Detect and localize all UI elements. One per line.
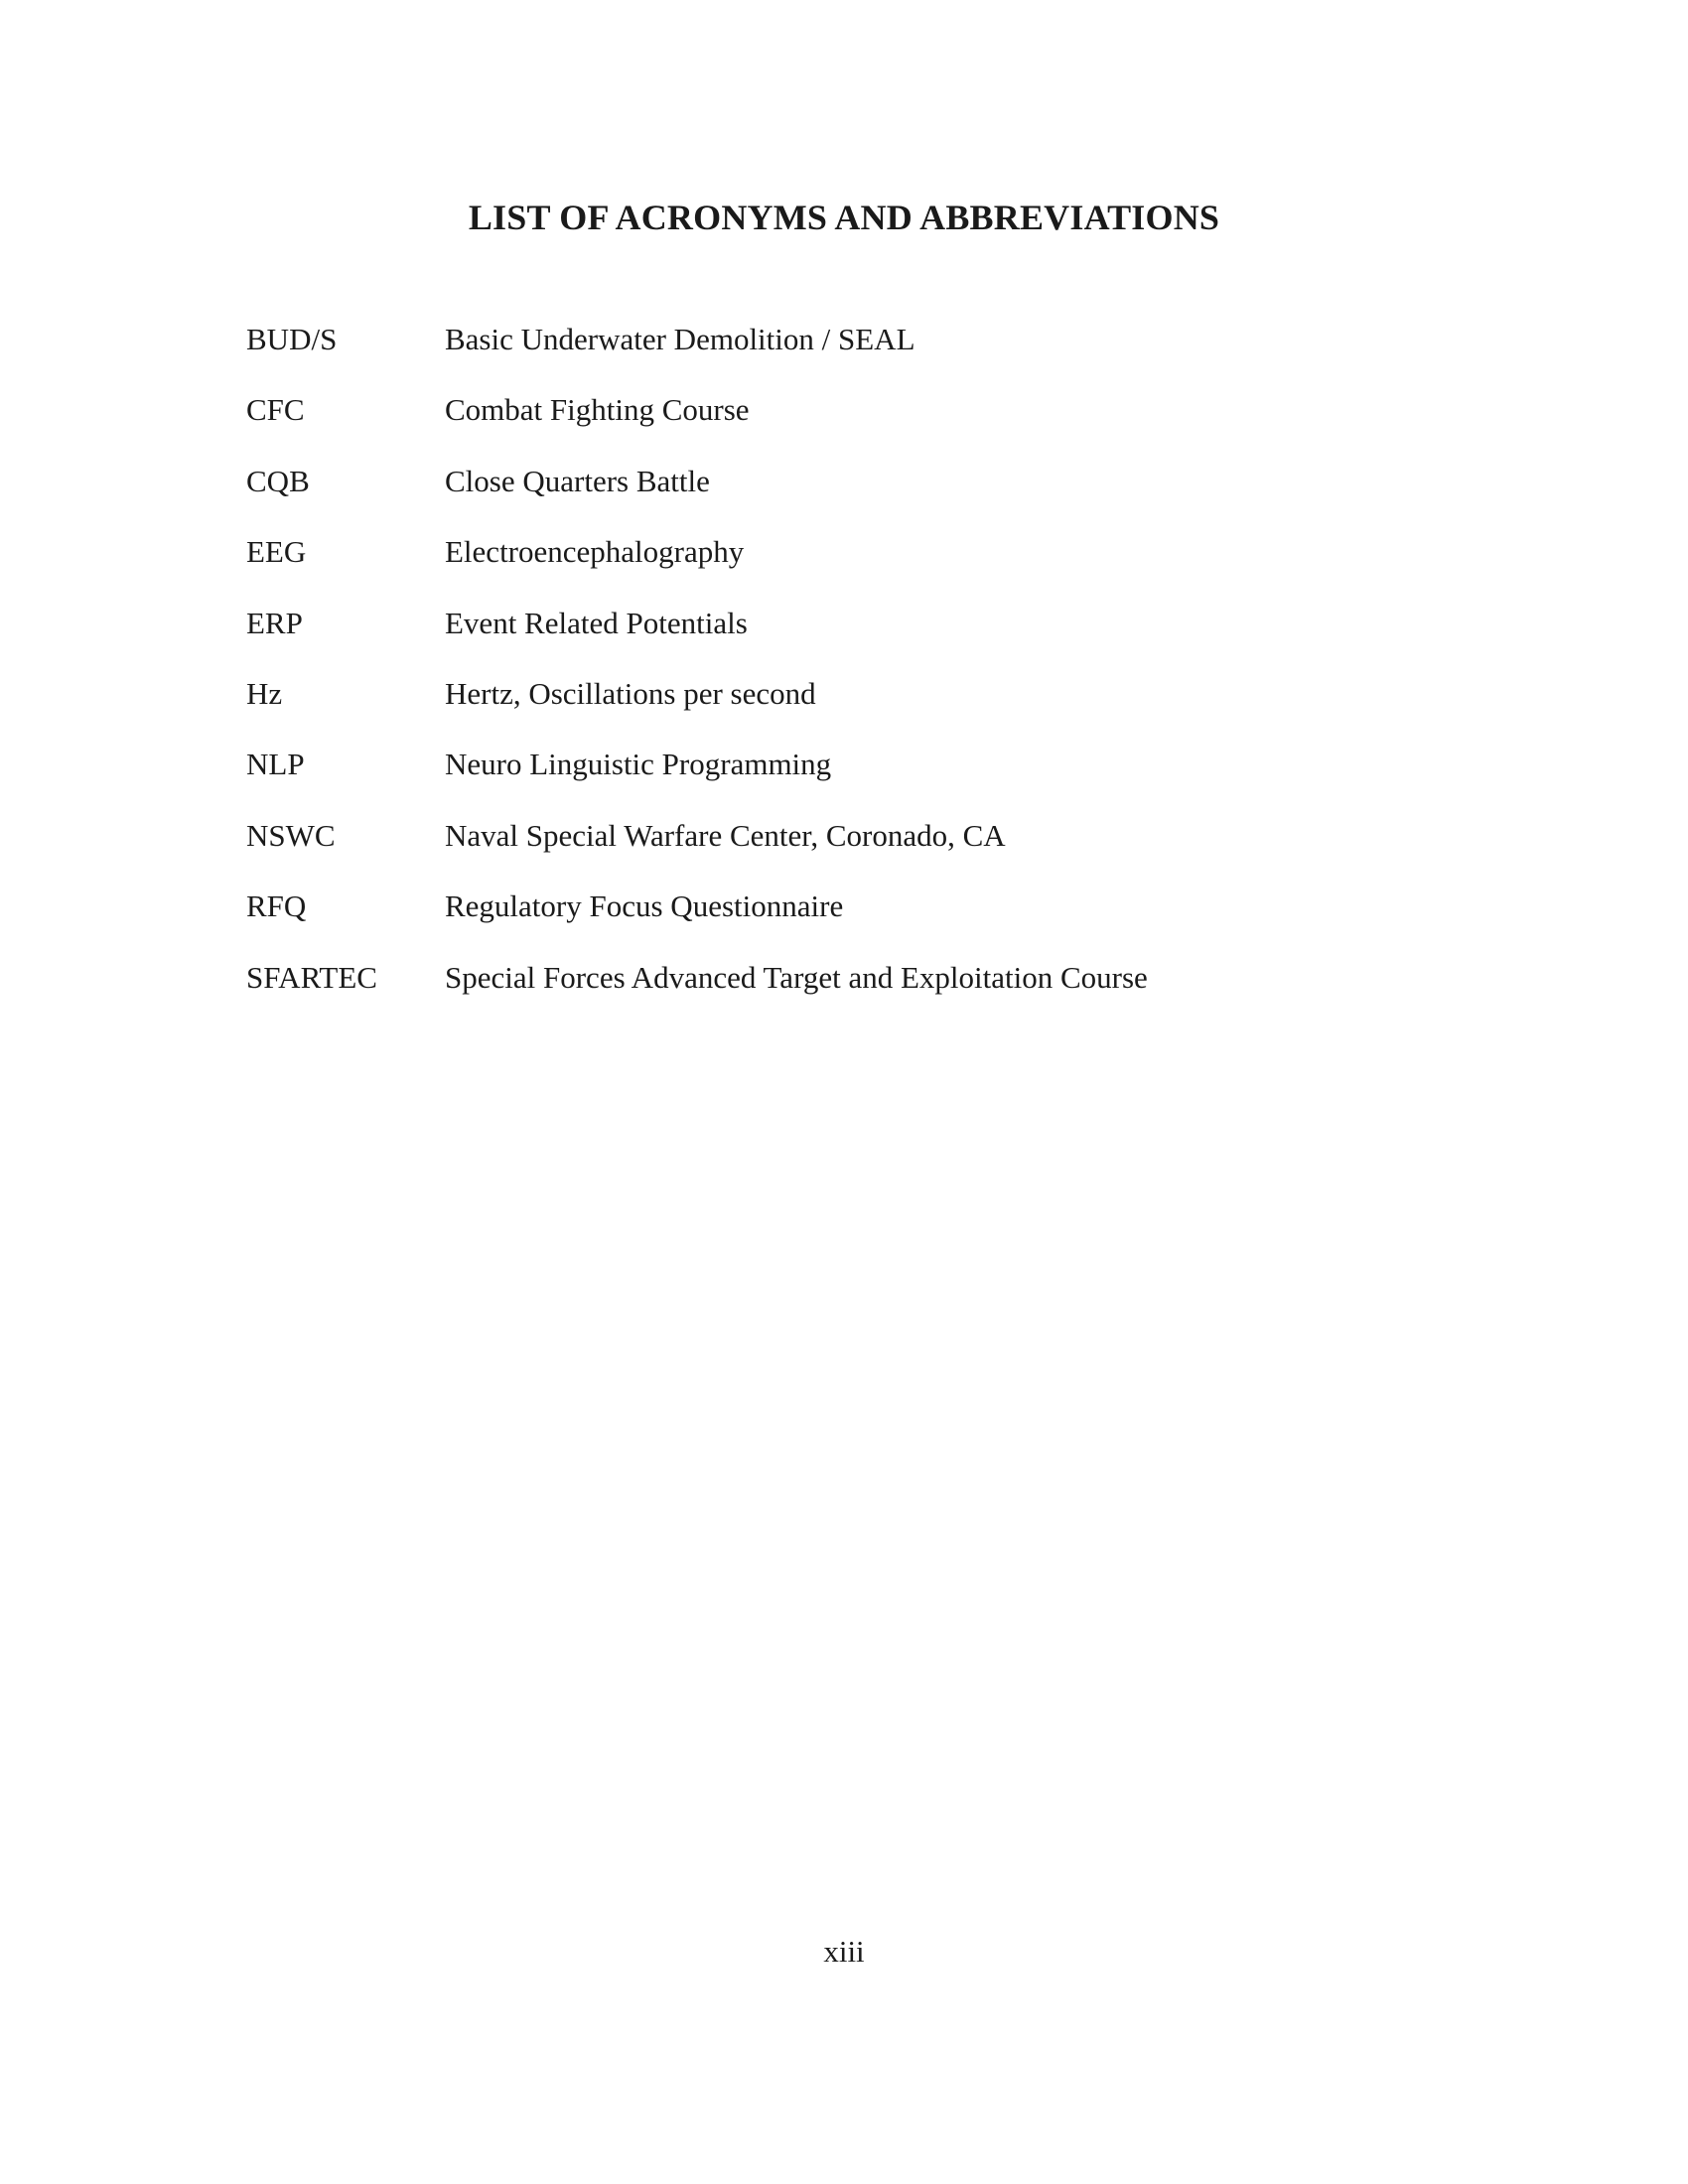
acronym: CQB — [246, 463, 310, 498]
list-item — [246, 390, 1487, 461]
list-item — [246, 604, 1487, 674]
acronym: SFARTEC — [246, 959, 377, 995]
acronym: NSWC — [246, 817, 336, 853]
acronym: Hz — [246, 675, 283, 711]
acronym: ERP — [246, 605, 303, 640]
list-item — [246, 532, 1487, 603]
page-title: LIST OF ACRONYMS AND ABBREVIATIONS — [468, 198, 1220, 237]
acronym-definition: Regulatory Focus Questionnaire — [445, 888, 844, 924]
list-item — [246, 674, 1487, 745]
list-item — [246, 958, 1487, 1028]
list-item — [246, 745, 1487, 815]
acronym: CFC — [246, 392, 305, 428]
acronym-definition: Event Related Potentials — [445, 605, 748, 640]
page-number: xiii — [823, 1934, 865, 1969]
list-item — [246, 887, 1487, 957]
acronym-definition: Special Forces Advanced Target and Exploitation Course — [445, 959, 1148, 995]
acronym: EEG — [246, 534, 307, 570]
acronym: RFQ — [246, 888, 307, 924]
acronym: BUD/S — [246, 322, 338, 356]
list-item — [246, 462, 1487, 532]
acronym-definition: Naval Special Warfare Center, Coronado, CA — [445, 817, 1006, 853]
list-item — [246, 816, 1487, 887]
acronym-definition: Combat Fighting Course — [445, 392, 750, 428]
list-item — [246, 320, 1487, 390]
acronym-definition: Hertz, Oscillations per second — [445, 675, 816, 711]
acronym-list — [246, 320, 1487, 1028]
acronym-definition: Basic Underwater Demolition / SEAL — [445, 322, 915, 356]
acronym-definition: Close Quarters Battle — [445, 463, 710, 498]
acronym-definition: Neuro Linguistic Programming — [445, 747, 832, 782]
acronym: NLP — [246, 747, 305, 782]
acronym-definition: Electroencephalography — [445, 534, 745, 570]
